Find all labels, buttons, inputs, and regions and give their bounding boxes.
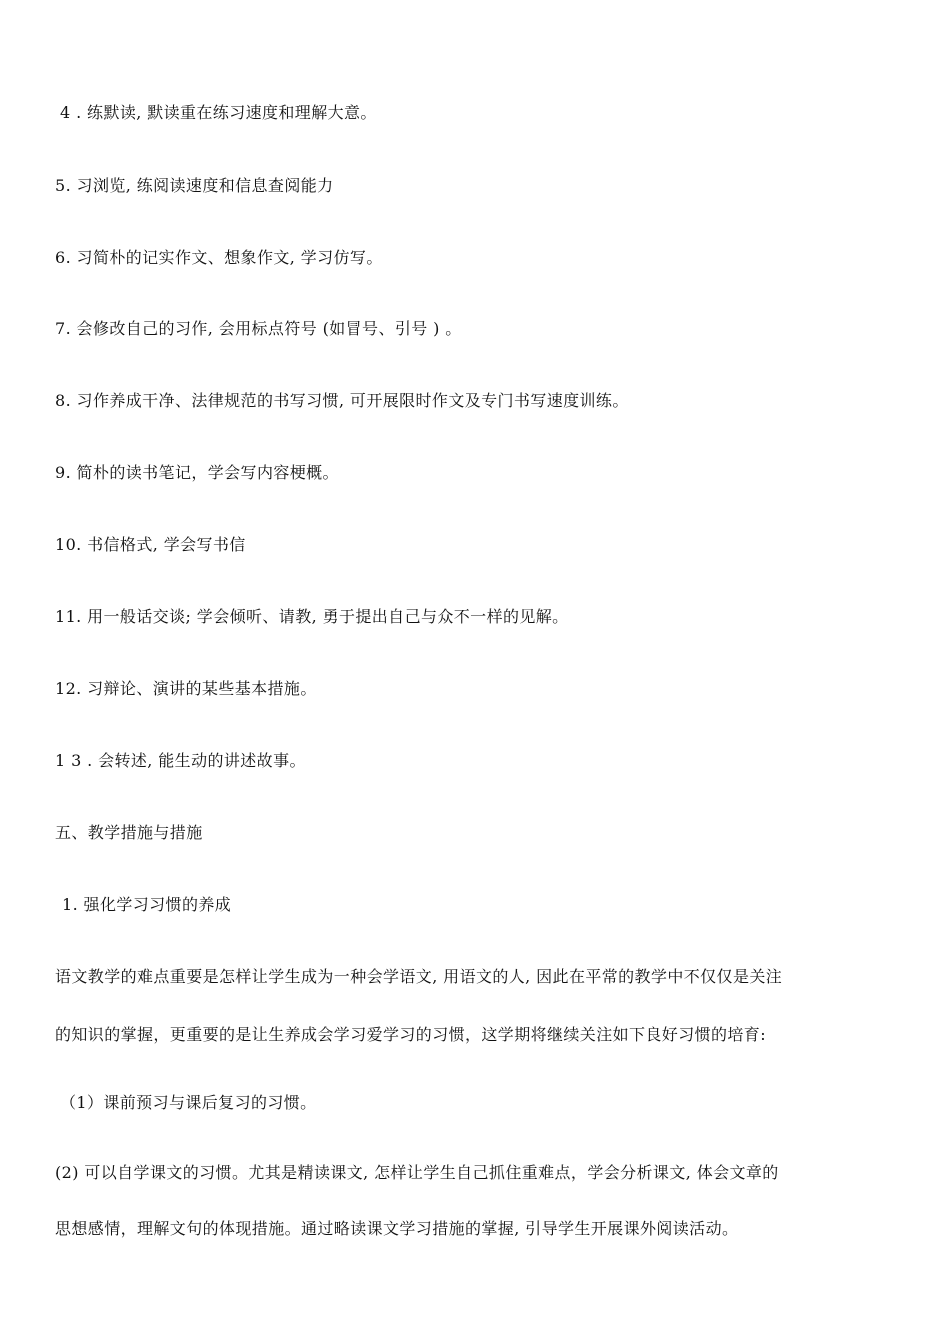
text-line: 12. 习辩论、演讲的某些基本措施。: [55, 679, 317, 698]
text-line: （1）课前预习与课后复习的习惯。: [60, 1093, 317, 1112]
paragraph-line: 的知识的掌握，更重要的是让生养成会学习爱学习的习惯，这学期将继续关注如下良好习惯的培育:: [55, 1025, 766, 1044]
paragraph-line: 思想感情，理解文句的体现措施。通过略读课文学习措施的掌握, 引导学生开展课外阅读活动。: [55, 1219, 739, 1238]
text-line: 11. 用一般话交谈; 学会倾听、请教, 勇于提出自己与众不一样的见解。: [55, 607, 569, 626]
text-line: 10. 书信格式, 学会写书信: [55, 535, 246, 554]
paragraph-line: (2) 可以自学课文的习惯。尤其是精读课文, 怎样让学生自己抓住重难点，学会分析课文, 体会文章的: [55, 1163, 779, 1182]
text-line: 9. 简朴的读书笔记，学会写内容梗概。: [55, 463, 339, 482]
section-heading: 五、教学措施与措施: [55, 823, 203, 842]
paragraph-line: 语文教学的难点重要是怎样让学生成为一种会学语文, 用语文的人, 因此在平常的教学中不仅仅是关注: [55, 967, 783, 986]
text-line: 6. 习简朴的记实作文、想象作文, 学习仿写。: [55, 248, 383, 267]
text-line: 7. 会修改自己的习作, 会用标点符号 (如冒号、引号 ) 。: [55, 319, 462, 338]
text-line: 8. 习作养成干净、法律规范的书写习惯, 可开展限时作文及专门书写速度训练。: [55, 391, 629, 410]
text-line: 1 3 . 会转述, 能生动的讲述故事。: [55, 751, 306, 770]
subsection-heading: 1. 强化学习习惯的养成: [62, 895, 232, 914]
text-line: 4 . 练默读, 默读重在练习速度和理解大意。: [60, 103, 377, 122]
text-line: 5. 习浏览, 练阅读速度和信息查阅能力: [55, 176, 334, 195]
